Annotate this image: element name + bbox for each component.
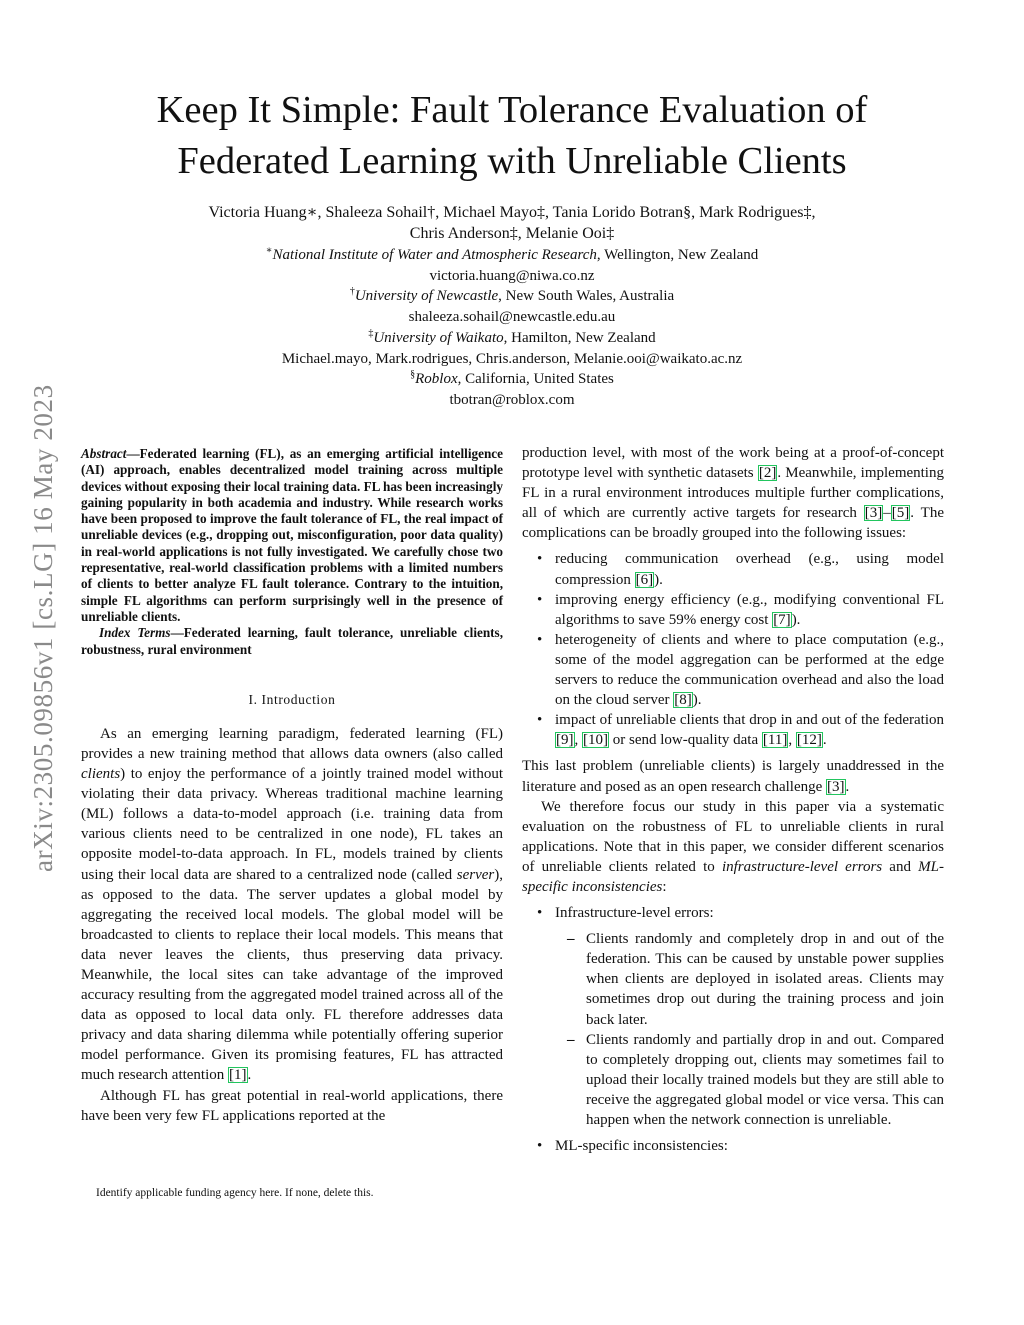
bullet-icon: • (537, 905, 543, 922)
right-column (522, 443, 944, 1162)
authors-line-2: Chris Anderson‡, Melanie Ooi‡ (409, 225, 615, 242)
bullet-icon: • (537, 591, 543, 608)
citation-link[interactable]: [7] (773, 611, 791, 628)
citation-link[interactable]: [6] (635, 571, 654, 588)
bullet-icon: • (537, 1138, 543, 1155)
funding-footnote: Identify applicable funding agency here. If none, delete this. (96, 1187, 374, 1199)
issues-list (522, 549, 944, 750)
index-terms: Index Terms—Federated learning, fault tolerance, unreliable clients, robustness, rural environment (81, 625, 503, 657)
email-4[interactable]: tbotran@roblox.com (449, 391, 575, 408)
unreliable-client-categories (522, 903, 944, 1156)
citation-link[interactable]: [1] (229, 1067, 247, 1084)
dash-icon: – (567, 931, 575, 948)
index-terms-label: Index Terms (99, 625, 171, 641)
author-list (100, 202, 924, 244)
authors-line-1: Victoria Huang∗, Shaleeza Sohail†, Michael Mayo‡, Tania Lorido Botran§, Mark Rodrigues‡, (208, 204, 816, 221)
list-item: • heterogeneity of clients and where to place computation (e.g., some of the model aggregation can be performed at the edge servers to reduce the communication overhead and also the load on the cloud server [8]). (537, 631, 944, 709)
title-line-1: Keep It Simple: Fault Tolerance Evaluation of (156, 89, 868, 131)
citation-link[interactable]: [8] (674, 692, 692, 709)
bullet-icon: • (537, 712, 543, 729)
citation-link[interactable]: [3] (827, 778, 845, 795)
list-item: – Clients randomly and completely drop in and out of the federation. This can be caused by unstable power supplies when clients are deployed in isolated areas. Clients may sometimes drop out during the training process and join back later. (567, 931, 944, 1028)
left-column (81, 446, 503, 1126)
right-paragraph-1: production level, with most of the work being at a proof-of-concept prototype level with synthetic datasets [2]. Meanwhile, implementing FL in a rural environment introduces multiple further complications, all of which are currently active targets for research [3]–[5]. The complications can be broadly grouped into the following issues: (522, 445, 944, 542)
affiliation-3: ‡University of Waikato, Hamilton, New Zealand (368, 327, 656, 346)
arxiv-sidebar-id[interactable]: arXiv:2305.09856v1 [cs.LG] 16 May 2023 (28, 384, 58, 872)
citation-link[interactable]: [2] (758, 465, 777, 482)
title-line-2: Federated Learning with Unreliable Clients (177, 140, 847, 182)
list-item: • Infrastructure-level errors: – Clients randomly and completely drop in and out of the federation. This can be caused by unstable power supplies when clients are deployed in isolated areas. Clients may sometimes drop out during the training process and join back later. – Clients randomly and partially drop in and out. Compared to completely dropping out, clients may sometimes fail to upload their locally trained models but they are still able to receive the aggregated global model or vice versa. This can happen when the network connection is unreliable. (522, 903, 944, 1130)
list-item: – Clients randomly and partially drop in and out. Compared to completely dropping out, clients may sometimes fail to upload their locally trained models but they are still able to receive the aggregated global model or vice versa. This can happen when the network connection is unreliable. (567, 1031, 944, 1128)
citation-link[interactable]: [9] (556, 732, 574, 749)
affiliation-2: †University of Newcastle, New South Wales, Australia (349, 286, 675, 305)
intro-paragraph-2: Although FL has great potential in real-world applications, there have been very few FL applications reported at the (81, 1087, 503, 1124)
citation-link[interactable]: [11] (762, 732, 788, 749)
citation-link[interactable]: [12] (796, 732, 822, 749)
right-paragraph-2: This last problem (unreliable clients) is largely unaddressed in the literature and posed as an open research challenge [3]. (522, 758, 944, 795)
list-item: • ML-specific inconsistencies: (522, 1136, 944, 1156)
affiliation-4: §Roblox, California, United States (410, 369, 614, 388)
email-1[interactable]: victoria.huang@niwa.co.nz (429, 267, 595, 284)
list-item: • impact of unreliable clients that drop in and out of the federation [9], [10] or send low-quality data [11], [12]. (537, 712, 944, 749)
citation-link[interactable]: [3] (864, 505, 883, 522)
affiliation-1: ∗National Institute of Water and Atmospheric Research, Wellington, New Zealand (265, 245, 759, 263)
abstract-paragraph: Abstract—Federated learning (FL), as an emerging artificial intelligence (AI) approach, enables decentralized model training across multiple devices without exposing their local training data. FL has been increasingly gaining popularity in both academia and industry. While research works have been proposed to improve the fault tolerance of FL, the real impact of unreliable devices (e.g., dropping out, misconfiguration, poor data quality) in real-world applications is not fully investigated. We carefully chose two representative, real-world classification problems with a limited numbers of clients to better analyze FL fault tolerance. Contrary to the intuition, simple FL algorithms can perform surprisingly well in the presence of unreliable clients. (81, 446, 503, 624)
right-paragraph-3: We therefore focus our study in this paper via a systematic evaluation on the robustness of FL to unreliable clients in rural applications. Note that in this paper, we consider different scenarios of unreliable clients related to infrastructure-level errors and ML-specific inconsistencies: (522, 798, 944, 895)
abstract-label: Abstract (81, 446, 127, 461)
affiliations (100, 245, 924, 411)
email-2[interactable]: shaleeza.sohail@newcastle.edu.au (408, 309, 616, 326)
bullet-icon: • (537, 631, 543, 648)
citation-link[interactable]: [10] (583, 732, 608, 749)
list-item: • improving energy efficiency (e.g., modifying conventional FL algorithms to save 59% energy cost [7]). (537, 591, 944, 628)
citation-link[interactable]: [5] (891, 505, 910, 522)
paper-title (100, 85, 924, 187)
section-heading-introduction: I. Introduction (248, 691, 336, 707)
bullet-icon: • (537, 551, 543, 568)
list-item: • reducing communication overhead (e.g., using model compression [6]). (537, 551, 944, 588)
intro-paragraph-1: As an emerging learning paradigm, federated learning (FL) provides a new training method that allows data owners (also called clients) to enjoy the performance of a jointly trained model without violating their data privacy. Whereas traditional machine learning (ML) follows a data-to-model approach (i.e. training data from various clients need to be centralized in one node), FL takes an opposite model-to-data approach. In FL, models trained by clients using their local data are shared to a centralized node (called server), as opposed to the data. The server updates a global model by aggregating the received local models. The global model will be broadcasted to clients to replace their local models. This means that data never leaves the clients, thus preserving data privacy. Meanwhile, the local sites can take advantage of the improved accuracy resulting from the aggregated model trained across all of the data as opposed to local data only. FL therefore addresses data privacy and data sharing dilemma while potentially offering superior model performance. Given its promising features, FL has attracted much research attention [1]. (81, 725, 503, 1084)
abstract (81, 446, 503, 658)
infrastructure-sublist (555, 929, 944, 1130)
email-3[interactable]: Michael.mayo, Mark.rodrigues, Chris.anderson, Melanie.ooi@waikato.ac.nz (281, 350, 743, 367)
dash-icon: – (567, 1031, 575, 1048)
